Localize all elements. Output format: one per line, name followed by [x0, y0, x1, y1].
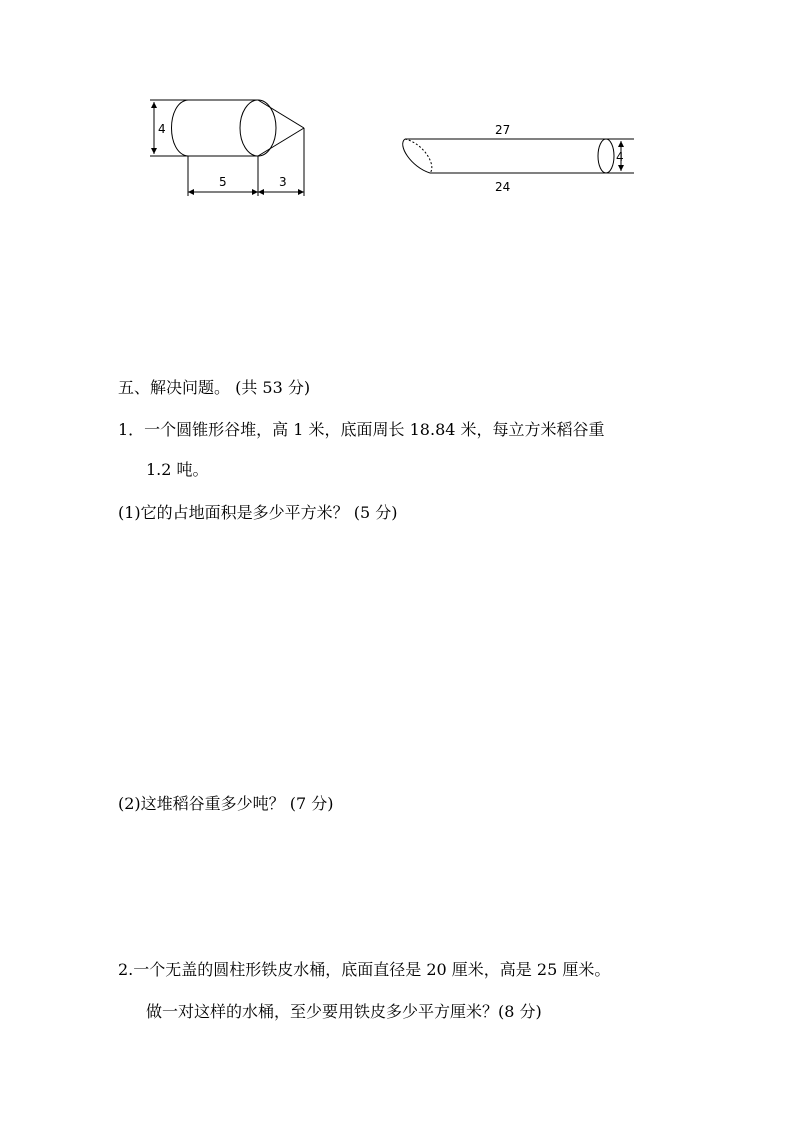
top-length-label: 27 — [495, 123, 511, 137]
diameter-arrow-bottom — [618, 165, 624, 171]
length-arrow-mid-left — [252, 189, 258, 195]
height-label: 4 — [158, 122, 166, 136]
slanted-cylinder-figure — [395, 115, 645, 200]
height-arrow-bottom — [151, 148, 157, 154]
section-heading: 五、解决问题。 (共 53 分) — [118, 378, 311, 397]
cylinder-left-arc — [172, 100, 189, 156]
length-arrow-right — [298, 189, 304, 195]
diameter-label: 4 — [616, 150, 624, 164]
cylinder-length-label: 5 — [219, 175, 227, 189]
bottom-length-label: 24 — [495, 180, 511, 194]
question-2-line-2: 做一对这样的水桶，至少要用铁皮多少平方厘米？(8 分) — [146, 1002, 542, 1021]
height-arrow-top — [151, 102, 157, 108]
cylinder-cone-figure — [140, 88, 320, 203]
slanted-end-back — [405, 139, 432, 173]
length-arrow-left — [188, 189, 194, 195]
right-end-ellipse — [598, 139, 614, 173]
length-arrow-mid-right — [258, 189, 264, 195]
diameter-arrow-top — [618, 141, 624, 147]
question-2-line-1: 2.一个无盖的圆柱形铁皮水桶，底面直径是 20 厘米，高是 25 厘米。 — [118, 960, 611, 979]
question-1-part-2: (2)这堆稻谷重多少吨？ (7 分) — [118, 794, 334, 813]
cone-bottom-edge — [258, 128, 304, 156]
cone-length-label: 3 — [279, 175, 287, 189]
question-1-line-2: 1.2 吨。 — [146, 460, 209, 479]
question-1-part-1: (1)它的占地面积是多少平方米？ (5 分) — [118, 503, 398, 522]
question-1-line-1: 1．一个圆锥形谷堆，高 1 米，底面周长 18.84 米，每立方米稻谷重 — [118, 420, 605, 439]
cone-top-edge — [258, 100, 304, 128]
cylinder-right-ellipse — [240, 100, 276, 156]
